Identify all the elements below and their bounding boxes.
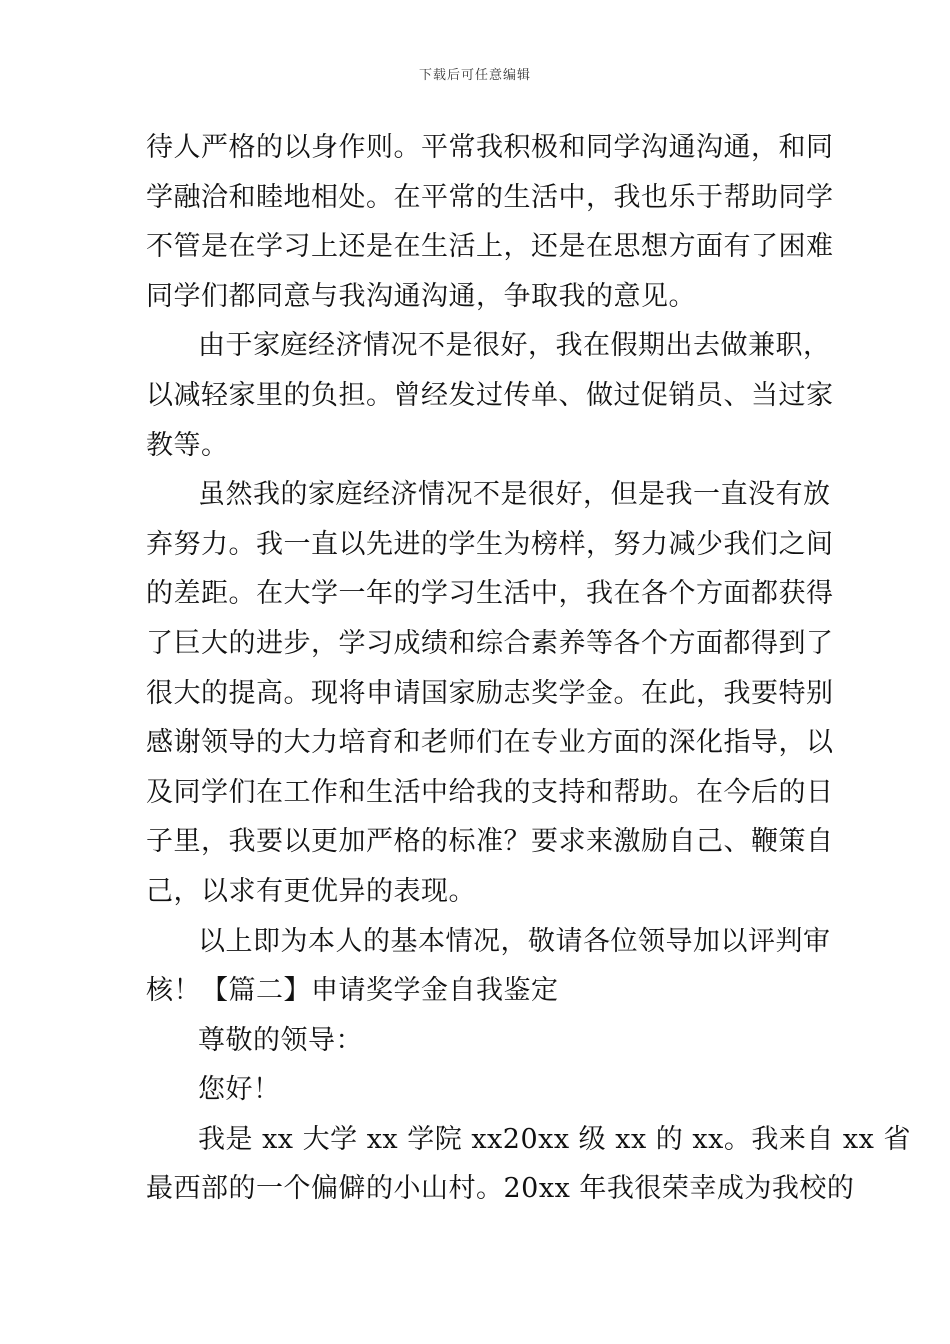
text-line: 尊敬的领导： [198,1024,363,1056]
text-line: 虽然我的家庭经济情况不是很好，但是我一直没有放 [198,479,831,511]
text-line: 核！【篇二】申请奖学金自我鉴定 [146,975,559,1007]
text-line: 己，以求有更优异的表现。 [146,875,476,907]
text-line: 最西部的一个偏僻的小山村。20xx 年我很荣幸成为我校的 [146,1173,855,1205]
text-line: 感谢领导的大力培育和老师们在专业方面的深化指导，以 [146,727,834,759]
text-line: 不管是在学习上还是在生活上，还是在思想方面有了困难 [146,231,834,263]
page-header: 下载后可任意编辑 [418,68,531,83]
text-line: 由于家庭经济情况不是很好，我在假期出去做兼职， [198,330,831,362]
text-line: 同学们都同意与我沟通沟通，争取我的意见。 [146,280,696,312]
text-line: 弃努力。我一直以先进的学生为榜样，努力减少我们之间 [146,528,834,560]
text-line: 以上即为本人的基本情况，敬请各位领导加以评判审 [198,925,831,957]
document-body [146,123,911,1214]
text-line: 您好！ [198,1074,281,1106]
text-line: 教等。 [146,429,229,461]
text-line: 子里，我要以更加严格的标准？要求来激励自己、鞭策自 [146,826,834,858]
text-line: 的差距。在大学一年的学习生活中，我在各个方面都获得 [146,578,834,610]
text-line: 很大的提高。现将申请国家励志奖学金。在此，我要特别 [146,677,834,709]
text-line: 我是 xx 大学 xx 学院 xx20xx 级 xx 的 xx。我来自 xx 省 [198,1123,911,1155]
text-line: 及同学们在工作和生活中给我的支持和帮助。在今后的日 [146,776,834,808]
text-line: 以减轻家里的负担。曾经发过传单、做过促销员、当过家 [146,379,834,411]
text-line: 学融洽和睦地相处。在平常的生活中，我也乐于帮助同学 [146,181,834,213]
text-line: 待人严格的以身作则。平常我积极和同学沟通沟通，和同 [146,132,834,163]
text-line: 了巨大的进步，学习成绩和综合素养等各个方面都得到了 [146,627,834,659]
